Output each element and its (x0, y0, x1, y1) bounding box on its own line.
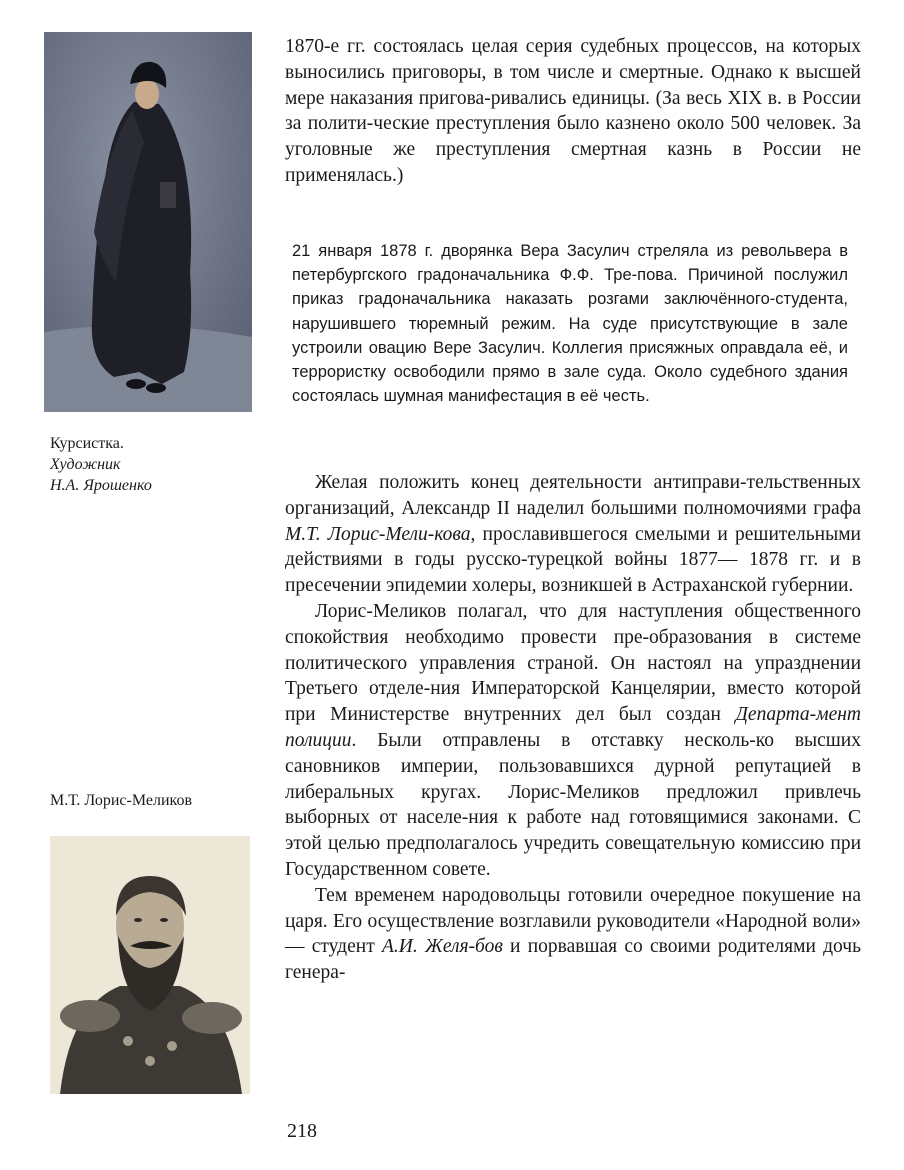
portrait-caption: М.Т. Лорис-Меликов (50, 792, 193, 809)
caption-artist-line1: Художник (50, 456, 121, 473)
caption-painting-title: Курсистка. (50, 435, 124, 452)
painting-kursistka (44, 32, 252, 412)
page-number: 218 (287, 1120, 317, 1142)
main-body (285, 470, 861, 986)
top-paragraph (285, 34, 861, 189)
paragraph-loris-reforms: Лорис-Меликов полагал, что для наступления общественного спокойствия необходимо провести пре-образования в системе политического управления страной. Он настоял на упразднении Третьего отделе-ния Императорской Канцелярии, вместо которой при Министерстве внутренних дел был создан Департа-мент полиции. Были отправлены в отставку несколь-ко высших сановников империи, пользовавшихся дурной репутацией в либеральных кругах. Лорис-Меликов предложил привлечь выборных от населе-ния к работе над готовящимися законами. С этой целью предполагалось учредить совещательную комиссию при Государственном совете. (285, 600, 862, 880)
paragraph-loris-appointment: Желая положить конец деятельности антиправи-тельственных организаций, Александр II наделил большими полномочиями графа М.Т. Лорис-Мели-кова, прославившегося смелыми и решительными действиями в годы русско-турецкой войны 1877— 1878 гг. и в пресечении эпидемии холеры, возникшей в Астраханской губернии. (285, 472, 861, 597)
top-paragraph-text: 1870-е гг. состоялась целая серия судебных процессов, на которых выносились приговоры, в том числе и смертные. Однако к высшей мере наказания пригова-ривались единицы. (За весь XIX в. в России за полити-ческие преступления было казнено около 500 человек. За уголовные же преступления смертная казнь в России не применялась.) (285, 36, 862, 186)
painting-caption (50, 433, 250, 496)
paragraph-narodnaya-volya: Тем временем народовольцы готовили очередное покушение на царя. Его осуществление возглавили руководители «Народной воли» — студент А.И. Желя-бов и порвавшая со своими родителями дочь генера- (285, 884, 862, 984)
portrait-loris-melikov (50, 836, 250, 1094)
caption-artist-line2: Н.А. Ярошенко (50, 477, 152, 494)
inset-zasulich-note: 21 января 1878 г. дворянка Вера Засулич стреляла из револьвера в петербургского градоначальника Ф.Ф. Тре-пова. Причиной послужил приказ градоначальника наказать розгами заключённого-студента, нарушившего тюремный режим. На суде присутствующие в зале устроили овацию Вере Засулич. Коллегия присяжных оправдала её, и террористку освободили прямо в зале суда. Около судебного здания состоялась шумная манифестация в её честь. (292, 242, 849, 406)
